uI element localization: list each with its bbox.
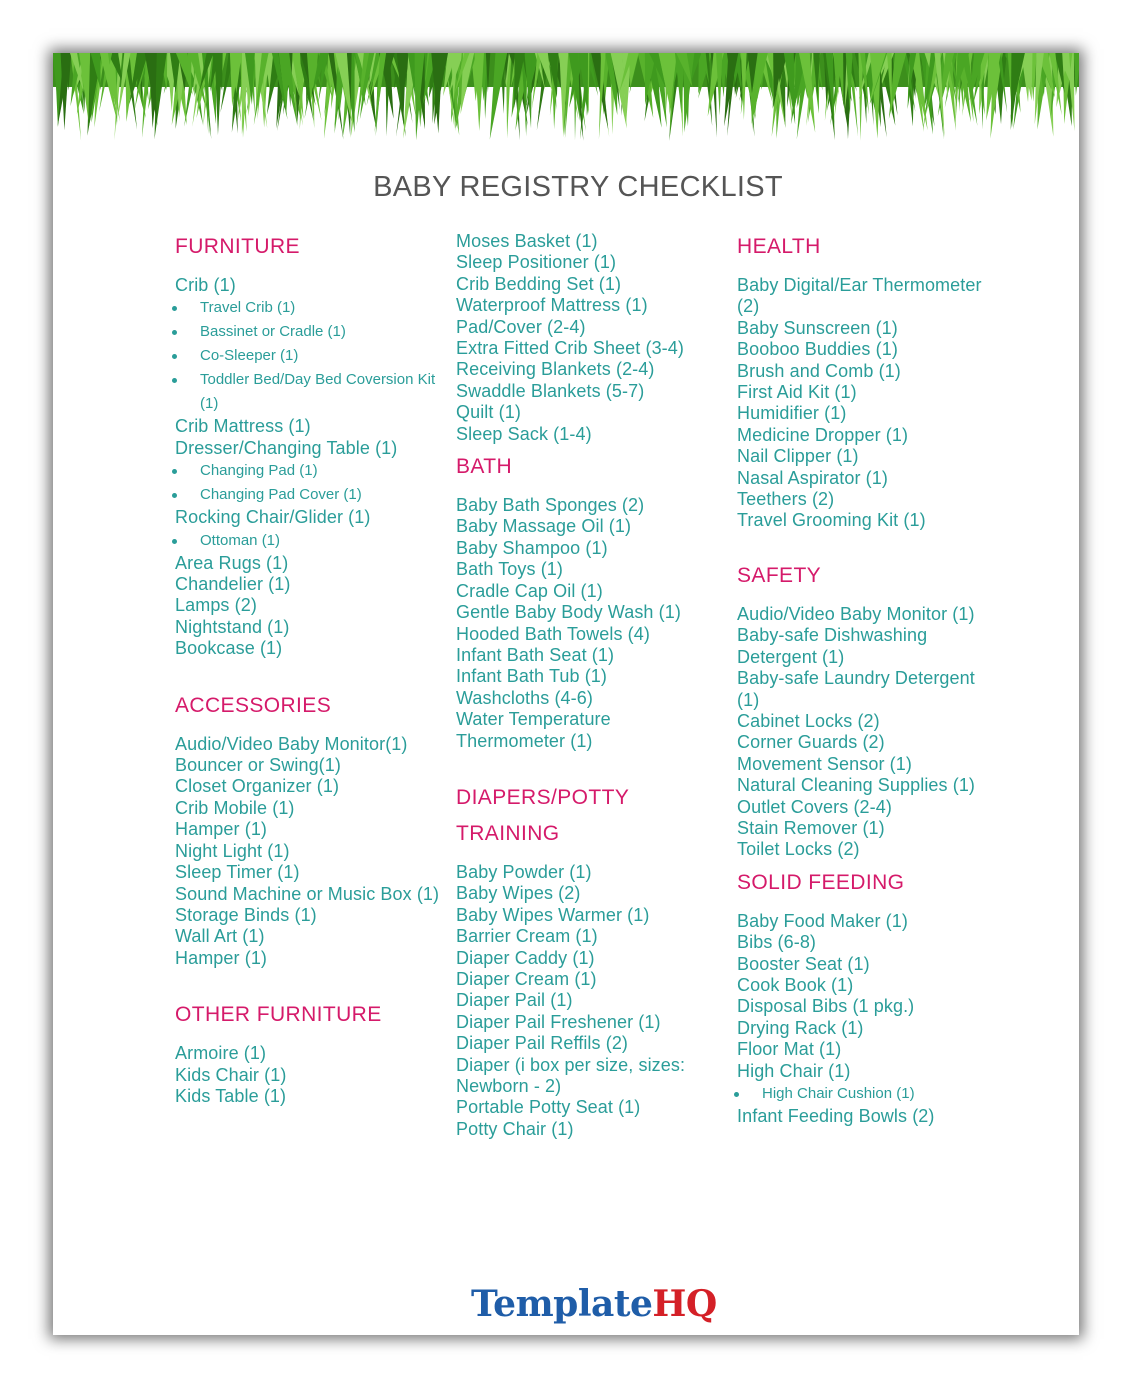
sub-list-item: Changing Pad Cover (1) bbox=[175, 483, 440, 507]
list-item: Portable Potty Seat (1) bbox=[456, 1097, 641, 1118]
list-item: Sleep Sack (1-4) bbox=[456, 423, 592, 444]
list-item: Waterproof Mattress (1) bbox=[456, 295, 648, 316]
list-item: Diaper Caddy (1) bbox=[456, 947, 595, 968]
sub-list-item: Bassinet or Cradle (1) bbox=[175, 320, 440, 344]
section-heading-diapers-line1: DIAPERS/POTTY bbox=[456, 785, 630, 809]
list-item: Movement Sensor (1) bbox=[737, 753, 912, 774]
list-item: Wall Art (1) bbox=[175, 926, 265, 947]
column-right bbox=[737, 227, 1002, 1127]
list-item: Bibs (6-8) bbox=[737, 932, 817, 953]
list-item: Drying Rack (1) bbox=[737, 1017, 864, 1038]
column-middle bbox=[456, 231, 721, 1140]
list-item: Medicine Dropper (1) bbox=[737, 424, 909, 445]
list-item: Toilet Locks (2) bbox=[737, 839, 860, 860]
list-item: Baby Wipes (2) bbox=[456, 883, 581, 904]
list-item: Travel Grooming Kit (1) bbox=[737, 510, 926, 531]
diapers-list bbox=[456, 862, 721, 1140]
list-item: Kids Chair (1) bbox=[175, 1064, 287, 1085]
list-item: Disposal Bibs (1 pkg.) bbox=[737, 996, 915, 1017]
list-item: Diaper Pail Reffils (2) bbox=[456, 1033, 629, 1054]
list-item: Baby Food Maker (1) bbox=[737, 910, 908, 931]
sub-list-item: Ottoman (1) bbox=[175, 529, 440, 553]
list-item: Potty Chair (1) bbox=[456, 1118, 574, 1139]
list-item: Sound Machine or Music Box (1) bbox=[175, 883, 440, 904]
list-item: Audio/Video Baby Monitor (1) bbox=[737, 603, 975, 624]
list-item: Swaddle Blankets (5-7) bbox=[456, 380, 645, 401]
list-item: Booster Seat (1) bbox=[737, 953, 870, 974]
list-item: Baby-safe Dishwashing Detergent (1) bbox=[737, 625, 928, 667]
list-item: Humidifier (1) bbox=[737, 403, 847, 424]
list-item: Infant Bath Seat (1) bbox=[456, 644, 615, 665]
logo-text-hq: HQ bbox=[652, 1283, 717, 1325]
list-item: Water Temperature Thermometer (1) bbox=[456, 709, 611, 751]
list-item: First Aid Kit (1) bbox=[737, 382, 857, 403]
sub-list-dresser bbox=[175, 459, 440, 507]
list-item: Bath Toys (1) bbox=[456, 559, 564, 580]
list-item: Brush and Comb (1) bbox=[737, 360, 901, 381]
safety-list bbox=[737, 604, 1002, 861]
sub-list-item: High Chair Cushion (1) bbox=[737, 1082, 1002, 1106]
list-item: Sleep Positioner (1) bbox=[456, 252, 617, 273]
health-list bbox=[737, 275, 1002, 532]
list-item: Area Rugs (1) bbox=[175, 552, 289, 573]
list-item: Natural Cleaning Supplies (1) bbox=[737, 775, 976, 796]
list-item: Diaper Cream (1) bbox=[456, 968, 597, 989]
section-heading-other-furniture: OTHER FURNITURE bbox=[175, 1003, 382, 1027]
list-item: Storage Binds (1) bbox=[175, 904, 317, 925]
list-item: Receiving Blankets (2-4) bbox=[456, 359, 655, 380]
list-item: Rocking Chair/Glider (1) bbox=[175, 507, 371, 528]
bath-list bbox=[456, 495, 721, 752]
list-item: Barrier Cream (1) bbox=[456, 926, 598, 947]
other-furniture-list bbox=[175, 1043, 440, 1107]
section-heading-accessories: ACCESSORIES bbox=[175, 693, 332, 717]
list-item: Hooded Bath Towels (4) bbox=[456, 623, 650, 644]
section-heading-bath: BATH bbox=[456, 455, 513, 479]
section-heading-furniture: FURNITURE bbox=[175, 235, 300, 258]
sub-list-item: Changing Pad (1) bbox=[175, 459, 440, 483]
list-item: Baby Bath Sponges (2) bbox=[456, 495, 645, 516]
solid-feeding-list bbox=[737, 911, 1002, 1128]
list-item: Outlet Covers (2-4) bbox=[737, 796, 892, 817]
section-heading-solid-feeding: SOLID FEEDING bbox=[737, 870, 905, 894]
list-item: Booboo Buddies (1) bbox=[737, 339, 898, 360]
list-item: Night Light (1) bbox=[175, 840, 290, 861]
grass-border-image bbox=[53, 53, 1079, 145]
list-item: Washcloths (4-6) bbox=[456, 687, 593, 708]
sub-list-crib bbox=[175, 296, 440, 416]
list-item: Baby Digital/Ear Thermometer (2) bbox=[737, 275, 982, 317]
checklist-page bbox=[53, 53, 1079, 1335]
list-item: Nail Clipper (1) bbox=[737, 446, 859, 467]
list-item: Chandelier (1) bbox=[175, 574, 291, 595]
section-heading-health: HEALTH bbox=[737, 235, 821, 258]
list-item: Crib Bedding Set (1) bbox=[456, 273, 622, 294]
sub-list-item: Travel Crib (1) bbox=[175, 296, 440, 320]
list-item: Baby Sunscreen (1) bbox=[737, 317, 898, 338]
logo-text-template: Template bbox=[471, 1283, 653, 1325]
list-item: Nasal Aspirator (1) bbox=[737, 467, 888, 488]
list-item: Baby Shampoo (1) bbox=[456, 537, 608, 558]
list-item: Pad/Cover (2-4) bbox=[456, 316, 586, 337]
list-item: Closet Organizer (1) bbox=[175, 776, 340, 797]
list-item: Diaper Pail Freshener (1) bbox=[456, 1011, 661, 1032]
list-item: Extra Fitted Crib Sheet (3-4) bbox=[456, 338, 684, 359]
list-item: Gentle Baby Body Wash (1) bbox=[456, 602, 681, 623]
sub-list-item: Toddler Bed/Day Bed Coversion Kit (1) bbox=[175, 368, 440, 416]
page-title: BABY REGISTRY CHECKLIST bbox=[373, 171, 783, 203]
column-left bbox=[175, 227, 440, 1107]
list-item: Sleep Timer (1) bbox=[175, 862, 300, 883]
list-item: Infant Bath Tub (1) bbox=[456, 666, 607, 687]
list-item: Crib Mattress (1) bbox=[175, 416, 311, 437]
list-item: Dresser/Changing Table (1) bbox=[175, 437, 398, 458]
list-item: Infant Feeding Bowls (2) bbox=[737, 1106, 935, 1126]
list-item: Teethers (2) bbox=[737, 489, 835, 510]
list-item: Bookcase (1) bbox=[175, 638, 283, 659]
list-item: Cabinet Locks (2) bbox=[737, 710, 880, 731]
templatehq-logo[interactable] bbox=[471, 1283, 717, 1325]
list-item: Bouncer or Swing(1) bbox=[175, 755, 341, 776]
list-item: Baby Massage Oil (1) bbox=[456, 516, 632, 537]
list-item: Stain Remover (1) bbox=[737, 817, 885, 838]
section-heading-diapers-line2: TRAINING bbox=[456, 821, 560, 845]
list-item: Baby-safe Laundry Detergent (1) bbox=[737, 668, 975, 710]
bedding-list bbox=[456, 231, 721, 445]
accessories-list bbox=[175, 734, 440, 969]
list-item: Diaper Pail (1) bbox=[456, 990, 573, 1011]
list-item: Baby Wipes Warmer (1) bbox=[456, 904, 650, 925]
list-item: Armoire (1) bbox=[175, 1043, 267, 1064]
list-item: Lamps (2) bbox=[175, 595, 257, 616]
list-item: Audio/Video Baby Monitor(1) bbox=[175, 733, 408, 754]
list-item: Hamper (1) bbox=[175, 819, 268, 840]
list-item: Kids Table (1) bbox=[175, 1085, 287, 1106]
list-item: Moses Basket (1) bbox=[456, 231, 598, 251]
list-item: Cradle Cap Oil (1) bbox=[456, 580, 603, 601]
list-item: Crib (1) bbox=[175, 275, 236, 295]
section-heading-safety: SAFETY bbox=[737, 563, 822, 587]
list-item: Cook Book (1) bbox=[737, 974, 854, 995]
list-item: Floor Mat (1) bbox=[737, 1039, 842, 1060]
list-item: Crib Mobile (1) bbox=[175, 797, 295, 818]
list-item: Corner Guards (2) bbox=[737, 732, 885, 753]
list-item: Quilt (1) bbox=[456, 402, 521, 423]
list-item: High Chair (1) bbox=[737, 1060, 851, 1081]
list-item: Nightstand (1) bbox=[175, 616, 290, 637]
sub-list-item: Co-Sleeper (1) bbox=[175, 344, 440, 368]
list-item: Baby Powder (1) bbox=[456, 861, 592, 882]
list-item: Diaper (i box per size, sizes: Newborn - 2) bbox=[456, 1054, 686, 1096]
list-item: Hamper (1) bbox=[175, 947, 268, 968]
